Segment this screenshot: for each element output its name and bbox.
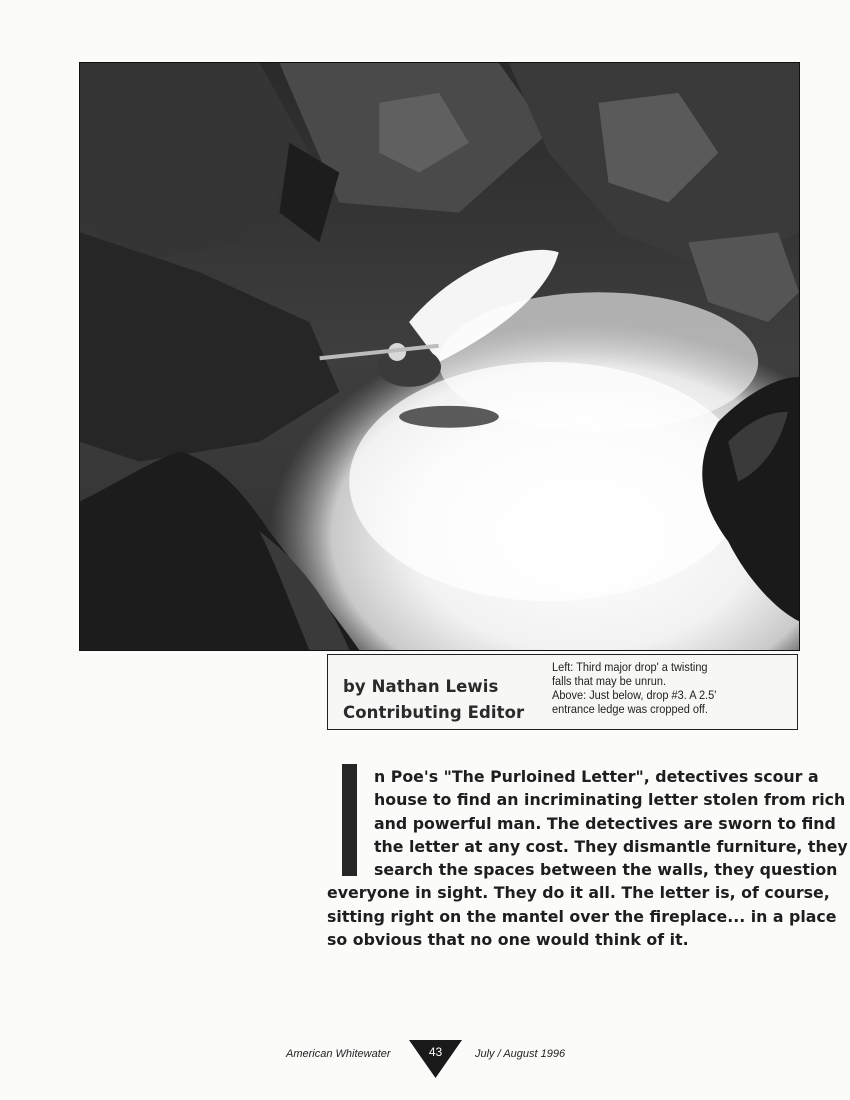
article-line: sitting right on the mantel over the fireplace... in a place [327,906,837,926]
photo-caption [552,660,768,716]
photo-illustration [80,63,799,650]
article-line: and powerful man. The detectives are sworn to find [374,813,836,833]
caption-box [327,654,798,730]
caption-line: Left: Third major drop' a twisting [552,660,708,674]
article-line: the letter at any cost. They dismantle furniture, they [374,836,848,856]
author-name: by Nathan Lewis [343,677,499,696]
kayak-waterfall-photo [79,62,800,651]
issue-date: July / August 1996 [475,1048,566,1060]
article-line: n Poe's "The Purloined Letter", detectives scour a [374,767,819,786]
caption-line: Above: Just below, drop #3. A 2.5' [552,688,717,702]
article-body [327,765,848,951]
article-line: search the spaces between the walls, they question [374,860,838,880]
article-line: house to find an incriminating letter stolen from rich [374,790,846,810]
caption-line: entrance ledge was cropped off. [552,702,708,716]
article-line: everyone in sight. They do it all. The letter is, of course, [327,883,830,903]
caption-line: falls that may be unrun. [552,674,667,688]
page-number: 43 [428,1045,443,1059]
author-role: Contributing Editor [343,703,525,722]
byline [343,674,524,726]
magazine-name: American Whitewater [286,1048,391,1060]
article-line: so obvious that no one would think of it. [327,930,689,950]
